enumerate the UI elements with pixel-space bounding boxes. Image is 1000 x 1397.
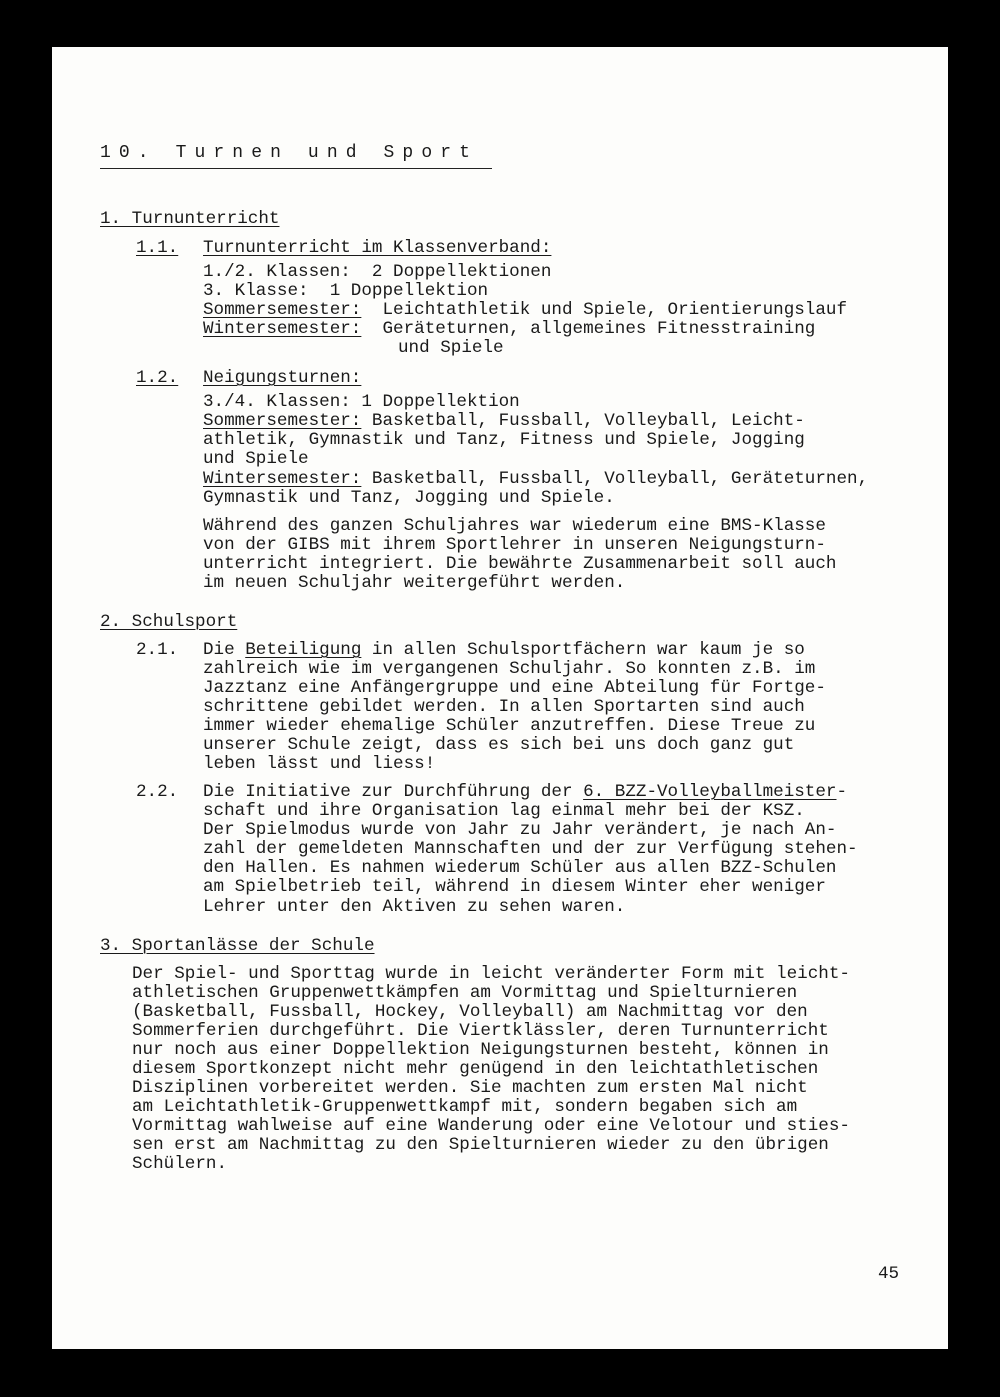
text-span: Die [203,640,246,660]
text-line: Jazztanz eine Anfängergruppe und eine Abteilung für Fortge- [203,678,826,698]
text-span: Die Initiative zur Durchführung der [203,782,584,802]
text-line [203,641,805,660]
section-1-2-heading-wrap [203,369,361,388]
text-span: - [836,782,848,802]
title-underline [100,168,492,169]
text-line: sen erst am Nachmittag zu den Spielturnieren wieder zu den übrigen [132,1135,829,1155]
text-line: Der Spiel- und Sporttag wurde in leicht veränderter Form mit leicht- [132,964,850,984]
text-line: zahlreich wie im vergangenen Schuljahr. So konnten z.B. im [203,659,816,679]
text-line: Lehrer unter den Aktiven zu sehen waren. [203,897,626,917]
text-line: Der Spielmodus wurde von Jahr zu Jahr verändert, je nach An- [203,820,837,840]
page-number: 45 [878,1264,900,1284]
text-line: und Spiele [398,338,504,358]
text-line [203,301,847,320]
document-page [52,47,948,1349]
winter-label: Wintersemester: [203,319,362,339]
section-1-2-number: 1.2. [136,368,179,388]
text-span: in allen Schulsportfächern war kaum je so [361,640,805,660]
text-line: schrittene gebildet werden. In allen Sportarten sind auch [203,697,805,717]
text-line: schaft und ihre Organisation lag einmal mehr bei der KSZ. [203,801,805,821]
section-2-heading: 2. Schulsport [100,612,238,632]
text-line: Während des ganzen Schuljahres war wiederum eine BMS-Klasse [203,516,826,536]
winter-label: Wintersemester: [203,469,362,489]
sommer-text: Basketball, Fussball, Volleyball, Leicht- [361,411,805,431]
text-line: Vormittag wahlweise auf eine Wanderung oder eine Velotour und sties- [132,1116,850,1136]
section-1-1-heading: Turnunterricht im Klassenverband: [203,238,552,258]
text-line: Disziplinen vorbereitet werden. Sie machten zum ersten Mal nicht [132,1078,808,1098]
text-line: (Basketball, Fussball, Hockey, Volleyball) am Nachmittag vor den [132,1002,808,1022]
beteiligung-emphasis: Beteiligung [245,640,362,660]
section-1-2-heading: Neigungsturnen: [203,368,362,388]
text-line [203,470,868,489]
text-line: und Spiele [203,449,309,469]
text-line: zahl der gemeldeten Mannschaften und der zur Verfügung stehen- [203,839,858,859]
sommer-text: Leichtathletik und Spiele, Orientierungslauf [361,300,848,320]
section-1-heading: 1. Turnunterricht [100,209,280,229]
text-line: im neuen Schuljahr weitergeführt werden. [203,573,626,593]
text-line: unterricht integriert. Die bewährte Zusammenarbeit soll auch [203,554,837,574]
text-line: nur noch aus einer Doppellektion Neigungsturnen besteht, können in [132,1040,829,1060]
text-line [203,412,805,431]
sommer-label: Sommersemester: [203,300,362,320]
text-line: den Hallen. Es nahmen wiederum Schüler aus allen BZZ-Schulen [203,858,837,878]
section-2-1-number: 2.1. [136,640,179,660]
text-line: Sommerferien durchgeführt. Die Viertklässler, deren Turnunterricht [132,1021,829,1041]
page-title: 10. Turnen und Sport [100,143,479,163]
text-line: unserer Schule zeigt, dass es sich bei uns doch ganz gut [203,735,795,755]
winter-text: Basketball, Fussball, Volleyball, Geräteturnen, [361,469,869,489]
text-line: 3./4. Klassen: 1 Doppellektion [203,392,520,412]
text-line: am Leichtathletik-Gruppenwettkampf mit, sondern begaben sich am [132,1097,798,1117]
text-line: leben lässt und liess! [203,754,436,774]
text-line [203,783,847,802]
text-line: diesem Sportkonzept nicht mehr genügend in den leichtathletischen [132,1059,819,1079]
text-line: von der GIBS mit ihrem Sportlehrer in unseren Neigungsturn- [203,535,826,555]
section-1-1-number: 1.1. [136,238,179,258]
section-2-2-number: 2.2. [136,782,179,802]
text-line: 3. Klasse: 1 Doppellektion [203,281,489,301]
text-line: 1./2. Klassen: 2 Doppellektionen [203,262,552,282]
text-line: athletischen Gruppenwettkämpfen am Vormittag und Spielturnieren [132,983,798,1003]
text-line [203,320,815,339]
volleyball-emphasis: 6. BZZ-Volleyballmeister [583,782,837,802]
winter-text: Geräteturnen, allgemeines Fitnesstraining [361,319,816,339]
section-3-heading: 3. Sportanlässe der Schule [100,936,375,956]
sommer-label: Sommersemester: [203,411,362,431]
text-line: Schülern. [132,1154,228,1174]
text-line: am Spielbetrieb teil, während in diesem Winter eher weniger [203,877,826,897]
text-line: Gymnastik und Tanz, Jogging und Spiele. [203,488,615,508]
text-line: athletik, Gymnastik und Tanz, Fitness und Spiele, Jogging [203,430,805,450]
text-line: immer wieder ehemalige Schüler anzutreffen. Diese Treue zu [203,716,816,736]
